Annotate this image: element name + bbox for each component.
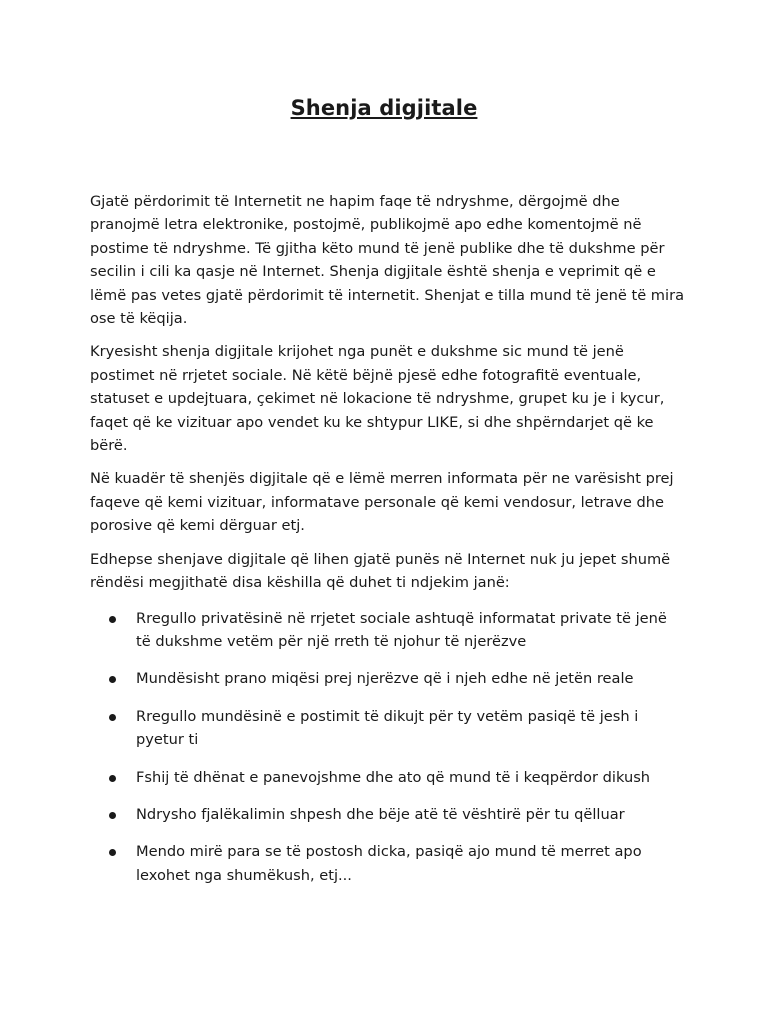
list-item-text: Mendo mirë para se të postosh dicka, pasiqë ajo mund të merret apo lexohet nga shumëkush, etj... [136,843,642,884]
paragraph-sources: Kryesisht shenja digjitale krijohet nga punët e dukshme sic mund të jenë postimet në rrjetet sociale. Në këtë bëjnë pjesë edhe fotografitë eventuale, statuset e updejtuara, çekimet në lokacione të ndryshme, grupet ku je i kycur, faqet që ke vizituar apo vendet ku ke shtypur LIKE, si dhe shpërndarjet që ke bërë. [90,343,665,455]
list-item-text: Fshij të dhënat e panevojshme dhe ato që mund të i keqpërdor dikush [136,768,651,786]
list-item [136,667,690,690]
bullet-icon [109,714,116,721]
paragraph-information: Në kuadër të shenjës digjitale që e lëmë merren informata për ne varësisht prej faqeve që kemi vizituar, informatave personale që kemi vendosur, letrave dhe porosive që kemi dërguar etj. [90,470,674,535]
advice-list [90,607,690,888]
list-item [136,840,690,887]
bullet-icon [109,812,116,819]
bullet-icon [109,616,116,623]
bullet-icon [109,775,116,782]
document-body [90,190,690,901]
bullet-icon [109,849,116,856]
list-item [136,607,690,654]
list-item [136,705,690,752]
paragraph-intro: Gjatë përdorimit të Internetit ne hapim faqe të ndryshme, dërgojmë dhe pranojmë letra elektronike, postojmë, publikojmë apo edhe komentojmë në postime të ndryshme. Të gjitha këto mund të jenë publike dhe të dukshme për secilin i cili ka qasje në Internet. Shenja digjitale është shenja e veprimit që e lëmë pas vetes gjatë përdorimit të internetit. Shenjat e tilla mund të jenë të mira ose të këqija. [90,193,685,328]
list-item [136,803,690,826]
list-item-text: Mundësisht prano miqësi prej njerëzve që i njeh edhe në jetën reale [136,670,634,688]
list-item-text: Rregullo privatësinë në rrjetet sociale ashtuqë informatat private të jenë të dukshme vetëm për një rreth të njohur të njerëzve [136,609,667,650]
bullet-icon [109,676,116,683]
list-item-text: Ndrysho fjalëkalimin shpesh dhe bëje atë të vështirë për tu qëlluar [136,805,625,823]
paragraph-advice-intro: Edhepse shenjave digjitale që lihen gjatë punës në Internet nuk ju jepet shumë rëndësi megjithatë disa këshilla që duhet ti ndjekim janë: [90,550,671,592]
list-item-text: Rregullo mundësinë e postimit të dikujt për ty vetëm pasiqë të jesh i pyetur ti [136,707,639,749]
page-title: Shenja digjitale [290,96,478,120]
list-item [136,766,690,789]
